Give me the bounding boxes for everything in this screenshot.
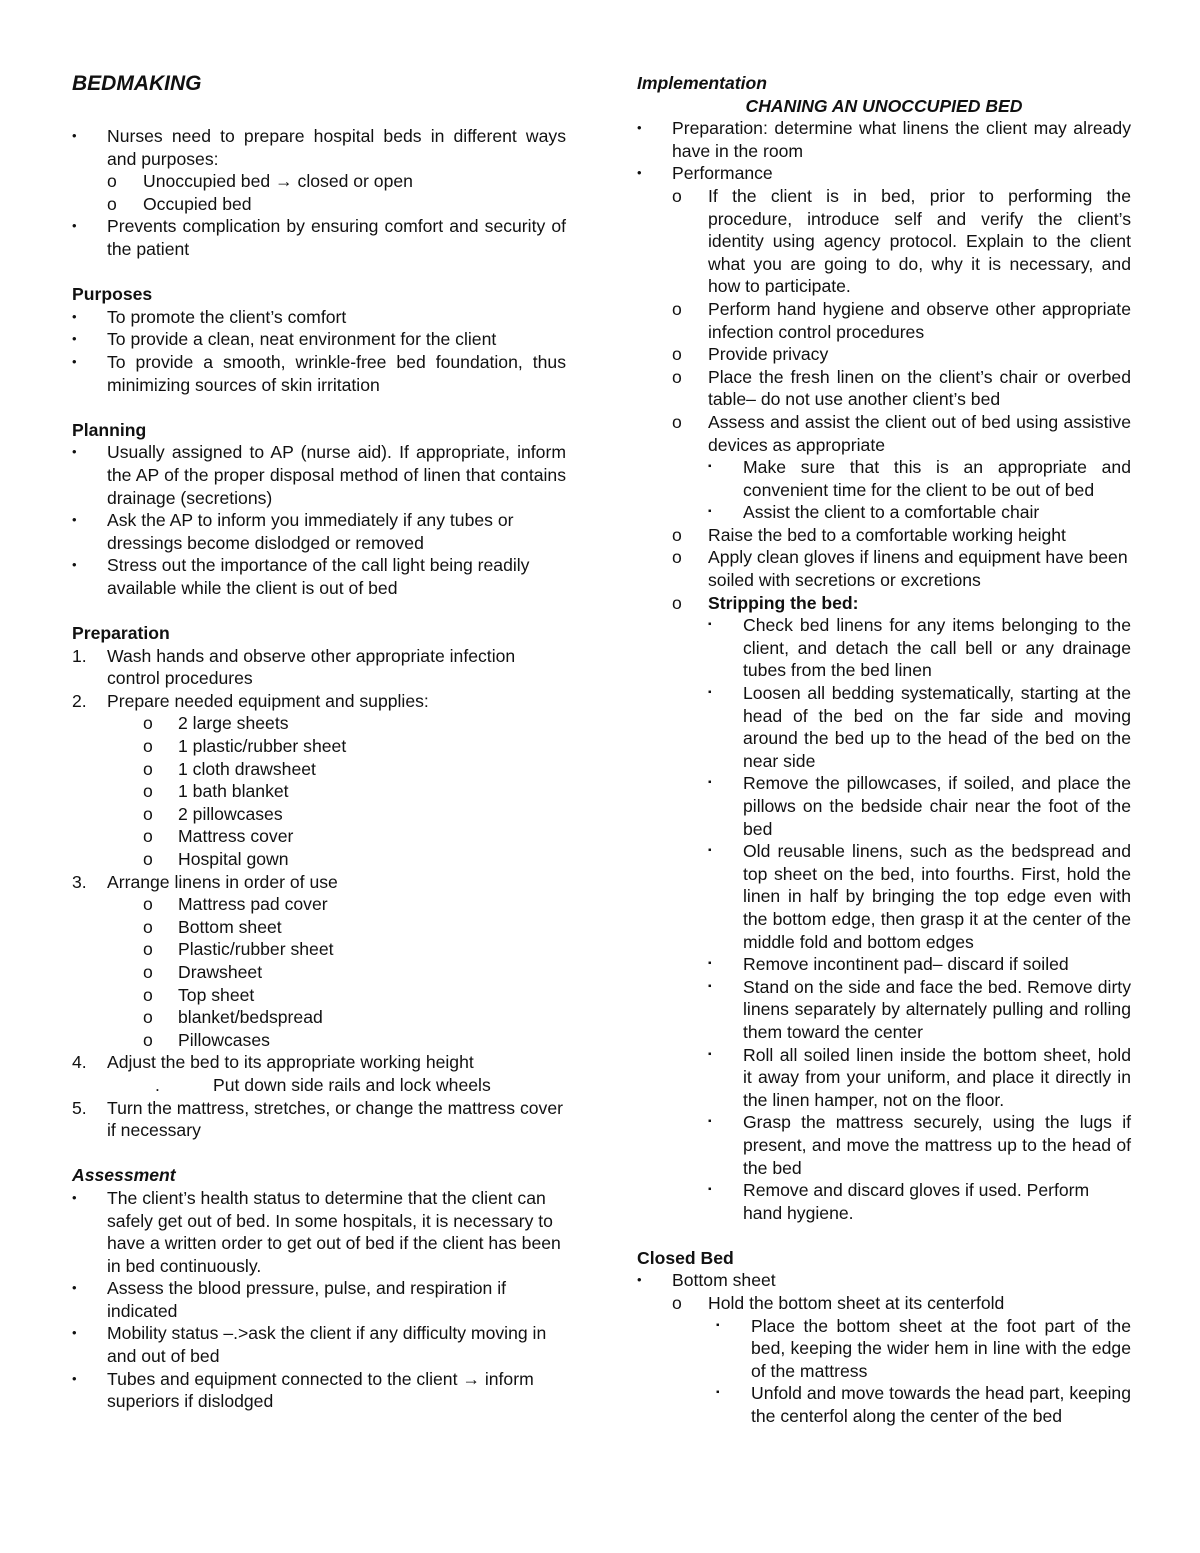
list-item: • Bottom sheet <box>637 1270 776 1291</box>
right-column <box>637 72 1131 1428</box>
list-item: o Occupied bed <box>107 193 252 214</box>
planning-heading: Planning <box>72 419 147 440</box>
bullet-marker: • <box>72 308 77 324</box>
circle-marker: o <box>672 298 682 319</box>
list-item: o Apply clean gloves if linens and equipment have been soiled with secretions or excretions <box>672 547 1128 591</box>
circle-marker: o <box>143 916 153 937</box>
list-item: 3. Arrange linens in order of use <box>72 871 338 892</box>
list-item: o 2 large sheets <box>143 713 289 734</box>
circle-marker: o <box>143 758 153 779</box>
circle-marker: o <box>672 524 682 545</box>
square-marker: ▪ <box>716 1387 720 1399</box>
list-item: ▪ Unfold and move towards the head part, keeping the centerfol along the center of the bed <box>716 1383 1131 1427</box>
bullet-marker: • <box>72 1280 77 1296</box>
list-item: • Usually assigned to AP (nurse aid). If appropriate, inform the AP of the proper disposal method of linen that contains drainage (secretions) <box>72 442 566 508</box>
square-marker: ▪ <box>708 777 712 789</box>
list-item: o Mattress pad cover <box>143 894 328 915</box>
list-item: o Provide privacy <box>672 344 829 365</box>
square-marker: ▪ <box>708 1184 712 1196</box>
square-marker: ▪ <box>708 619 712 631</box>
square-marker: ▪ <box>708 506 712 518</box>
circle-marker: o <box>672 185 682 206</box>
square-marker: ▪ <box>708 461 712 473</box>
list-item: • Prevents complication by ensuring comfort and security of the patient <box>72 216 566 259</box>
list-item: • Preparation: determine what linens the client may already have in the room <box>637 118 1131 161</box>
square-marker: ▪ <box>708 845 712 857</box>
circle-marker: o <box>672 411 682 432</box>
list-item: ▪ Stand on the side and face the bed. Remove dirty linens separately by alternately pulling and rolling them toward the center <box>708 976 1131 1042</box>
list-item: ▪ Check bed linens for any items belonging to the client, and detach the call bell or any drainage tubes from the bed linen <box>708 615 1131 681</box>
left-column <box>72 125 566 1413</box>
closed-bed-heading: Closed Bed <box>637 1247 734 1268</box>
bullet-marker: • <box>72 512 77 528</box>
list-item: • Stress out the importance of the call light being readily available while the client is out of bed <box>72 555 530 598</box>
list-item: • Tubes and equipment connected to the client → inform superiors if dislodged <box>72 1368 534 1412</box>
circle-marker: o <box>672 547 682 568</box>
list-item: o Hospital gown <box>143 849 289 869</box>
circle-marker: o <box>143 961 153 982</box>
bullet-marker: • <box>72 1325 77 1341</box>
list-item: • Ask the AP to inform you immediately if any tubes or dressings become dislodged or removed <box>72 510 514 553</box>
circle-marker: o <box>143 826 153 847</box>
square-marker: ▪ <box>708 980 712 992</box>
assessment-heading: Assessment <box>72 1165 176 1186</box>
list-item: • To provide a clean, neat environment for the client <box>72 329 497 350</box>
circle-marker: o <box>143 849 153 869</box>
list-item: o Plastic/rubber sheet <box>143 939 334 960</box>
implementation-heading: Implementation <box>637 73 768 93</box>
purposes-heading: Purposes <box>72 284 153 305</box>
list-item: • The client’s health status to determine that the client can safely get out of bed. In some hospitals, it is necessary to have a written order to get out of bed if the client has been in bed continuously. <box>72 1187 561 1276</box>
list-item: o Raise the bed to a comfortable working height <box>672 524 1066 545</box>
circle-marker: o <box>672 1293 682 1314</box>
list-item: o 1 bath blanket <box>143 781 289 802</box>
circle-marker: o <box>672 344 682 365</box>
list-item: o Drawsheet <box>143 961 263 982</box>
list-item: o 2 pillowcases <box>143 803 283 824</box>
list-item: ▪ Remove and discard gloves if used. Perform hand hygiene. <box>708 1180 1090 1223</box>
circle-marker: o <box>672 366 682 387</box>
circle-marker: o <box>107 193 117 214</box>
list-item: ▪ Roll all soiled linen inside the bottom sheet, hold it away from your uniform, and place it directly in the linen hamper, not on the floor. <box>708 1044 1131 1110</box>
list-item: ▪ Assist the client to a comfortable chair <box>708 502 1040 523</box>
circle-marker: o <box>107 171 117 192</box>
circle-marker: o <box>143 736 153 757</box>
bullet-marker: • <box>72 444 77 460</box>
list-item: ▪ Loosen all bedding systematically, starting at the head of the bed on the far side and moving around the bed up to the head of the bed on the near side <box>708 683 1131 771</box>
preparation-heading: Preparation <box>72 623 170 644</box>
stripping-heading: Stripping the bed: <box>708 592 859 613</box>
list-item: ▪ Place the bottom sheet at the foot part of the bed, keeping the wider hem in line with the edge of the mattress <box>716 1315 1131 1381</box>
list-item: 4. Adjust the bed to its appropriate working height <box>72 1052 474 1073</box>
bullet-marker: • <box>72 1189 77 1205</box>
square-marker: ▪ <box>708 1116 712 1128</box>
list-item: • Mobility status –.>ask the client if any difficulty moving in and out of bed <box>72 1323 547 1367</box>
list-item: 5. Turn the mattress, stretches, or change the mattress cover if necessary <box>72 1097 563 1141</box>
list-item: • Nurses need to prepare hospital beds in different ways and purposes: <box>72 126 566 169</box>
list-item: ▪ Remove incontinent pad– discard if soiled <box>708 954 1069 975</box>
list-item: o Place the fresh linen on the client’s chair or overbed table– do not use another client’s bed <box>672 366 1131 410</box>
square-marker: ▪ <box>716 1319 720 1331</box>
list-item: o 1 plastic/rubber sheet <box>143 736 347 757</box>
square-marker: ▪ <box>708 687 712 699</box>
dot-marker: . <box>155 1074 160 1095</box>
list-item: o blanket/bedspread <box>143 1007 323 1028</box>
bullet-marker: • <box>637 165 642 181</box>
list-item: ▪ Grasp the mattress securely, using the lugs if present, and move the mattress up to the head of the bed <box>708 1112 1131 1178</box>
list-item: 2. Prepare needed equipment and supplies: <box>72 690 429 711</box>
list-item: • Assess the blood pressure, pulse, and respiration if indicated <box>72 1278 507 1321</box>
list-item: • To provide a smooth, wrinkle-free bed foundation, thus minimizing sources of skin irritation <box>72 351 566 395</box>
list-item: o 1 cloth drawsheet <box>143 758 316 779</box>
circle-marker: o <box>143 894 153 915</box>
circle-marker: o <box>143 781 153 802</box>
list-item: o Perform hand hygiene and observe other appropriate infection control procedures <box>672 298 1131 342</box>
list-item: ▪ Remove the pillowcases, if soiled, and place the pillows on the bedside chair near the foot of the bed <box>708 773 1131 839</box>
circle-marker: o <box>143 984 153 1005</box>
circle-marker: o <box>143 1029 153 1050</box>
circle-marker: o <box>143 1007 153 1028</box>
circle-marker: o <box>143 939 153 960</box>
bullet-marker: • <box>72 1370 77 1386</box>
list-item: ▪ Old reusable linens, such as the bedspread and top sheet on the bed, into fourths. First, hold the linen in half by bringing the top edge even with the bottom edge, then grasp it at the center of the middle fold and bottom edges <box>708 841 1131 952</box>
bullet-marker: • <box>72 128 77 143</box>
bullet-marker: • <box>72 218 77 234</box>
list-item: o If the client is in bed, prior to performing the procedure, introduce self and verify the client’s identity using agency protocol. Explain to the client what you are going to do, why it is necessary, and how to participate. <box>672 185 1131 297</box>
list-item: o Hold the bottom sheet at its centerfold <box>672 1293 1005 1314</box>
list-item: ▪ Make sure that this is an appropriate and convenient time for the client to be out of bed <box>708 457 1131 500</box>
square-marker: ▪ <box>708 1048 712 1060</box>
bullet-marker: • <box>72 353 77 369</box>
list-item: o Assess and assist the client out of bed using assistive devices as appropriate <box>672 411 1131 455</box>
circle-marker: o <box>143 713 153 734</box>
bullet-marker: • <box>637 1272 642 1288</box>
list-item: o Unoccupied bed → closed or open <box>107 171 413 192</box>
section-subtitle: CHANING AN UNOCCUPIED BED <box>745 95 1023 116</box>
list-item: • Performance <box>637 163 773 184</box>
document-title: BEDMAKING <box>72 72 202 95</box>
list-item: o Bottom sheet <box>143 916 282 937</box>
bullet-marker: • <box>72 331 77 347</box>
list-item: 1. Wash hands and observe other appropriate infection control procedures <box>72 645 516 689</box>
circle-marker: o <box>672 592 682 613</box>
list-item: o Mattress cover <box>143 826 294 847</box>
bullet-marker: • <box>637 120 642 136</box>
square-marker: ▪ <box>708 958 712 970</box>
list-item: • To promote the client’s comfort <box>72 306 347 327</box>
bullet-marker: • <box>72 557 77 573</box>
list-item: . Put down side rails and lock wheels <box>155 1074 491 1095</box>
list-item: o Pillowcases <box>143 1029 270 1050</box>
list-item: o Top sheet <box>143 984 255 1005</box>
circle-marker: o <box>143 803 153 824</box>
list-item <box>637 592 1131 615</box>
